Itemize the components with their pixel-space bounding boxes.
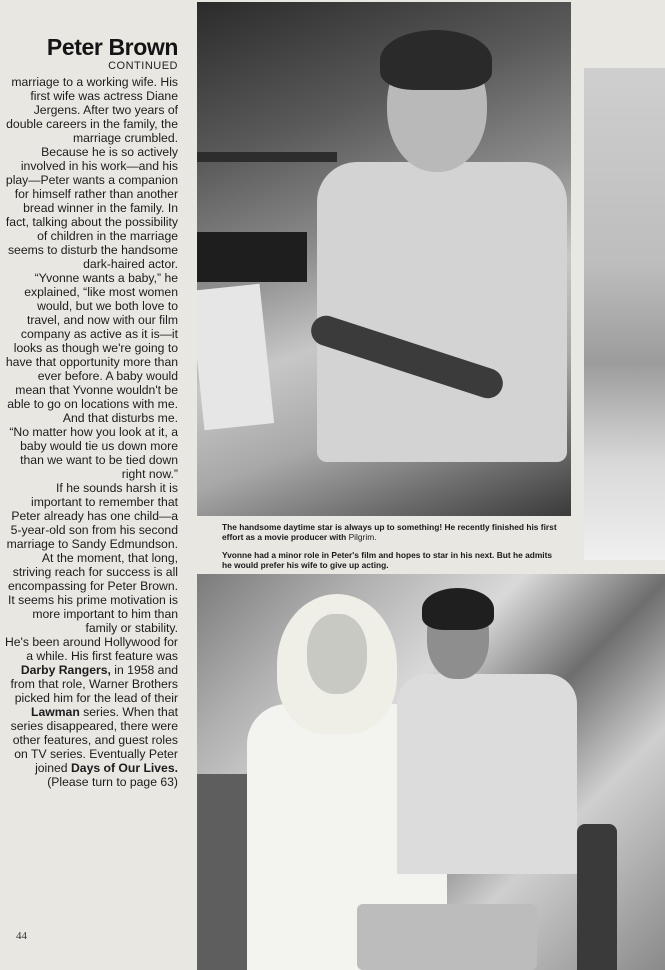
paragraph-2: Because he is so actively involved in his work—and his play—Peter wants a companion for himself rather than another bread winner in the family. In fact, talking about the possibility of children in the marriage seems to disturb the handsome dark-haired actor. bbox=[5, 145, 178, 271]
photo-partial-woman bbox=[584, 68, 665, 560]
paragraph-7-part-3: series. When that series disappeared, there were other features, and guest roles on TV series. Eventually Peter joined bbox=[10, 705, 178, 775]
page-number: 44 bbox=[16, 930, 27, 942]
paragraph-7-part-4: (Please turn to page 63) bbox=[47, 775, 178, 789]
photo-man-hair bbox=[380, 30, 492, 90]
continued-label: CONTINUED bbox=[108, 60, 178, 72]
photo-man-hair-2 bbox=[422, 588, 494, 630]
paragraph-3: “Yvonne wants a baby,” he explained, “like most women would, but we both love to travel, and now with our film company as active as it is—it looks as though we're going to have that opportunity more than ever before. A baby would mean that Yvonne wouldn't be able to go on locations with me. And that disturbs me. bbox=[5, 271, 178, 425]
film-title-darby-rangers: Darby Rangers, bbox=[20, 663, 111, 677]
article-body bbox=[4, 75, 178, 789]
article-column bbox=[4, 34, 178, 962]
photo-shelf bbox=[197, 152, 337, 162]
paragraph-7 bbox=[4, 635, 178, 789]
caption-1-bold: The handsome daytime star is always up to something! He recently finished his first effort as a movie producer with bbox=[222, 522, 557, 542]
photo-captions bbox=[222, 522, 562, 578]
photo-bottle bbox=[577, 824, 617, 970]
photo-woman-face bbox=[307, 614, 367, 694]
paragraph-4: “No matter how you look at it, a baby would tie us down more than we want to be tied down right now.” bbox=[9, 425, 178, 481]
paragraph-7-part-1: He's been around Hollywood for a while. His first feature was bbox=[4, 635, 178, 663]
paragraph-5: If he sounds harsh it is important to remember that Peter already has one child—a 5-year-old son from his second marriage to Sandy Edmundson. bbox=[6, 481, 178, 551]
photo-man-torso bbox=[317, 162, 567, 462]
photo-man-shirt bbox=[397, 674, 577, 874]
caption-1 bbox=[222, 522, 562, 542]
photo-script-pages bbox=[197, 284, 274, 431]
series-title-days-of-our-lives: Days of Our Lives. bbox=[70, 761, 178, 775]
series-title-lawman: Lawman bbox=[31, 705, 80, 719]
paragraph-1: marriage to a working wife. His first wife was actress Diane Jergens. After two years of double careers in the family, the marriage crumbled. bbox=[6, 75, 178, 145]
photo-roasting-tray bbox=[357, 904, 537, 970]
photo-peter-in-chair bbox=[197, 2, 571, 516]
photo-stereo bbox=[197, 232, 307, 282]
caption-1-film-title: Pilgrim. bbox=[348, 532, 377, 542]
caption-2: Yvonne had a minor role in Peter's film and hopes to star in his next. But he admits he would prefer his wife to give up acting. bbox=[222, 550, 553, 570]
photo-couple-kitchen bbox=[197, 574, 665, 970]
article-title: Peter Brown bbox=[46, 34, 178, 60]
paragraph-6: At the moment, that long, striving reach for success is all encompassing for Peter Brown. It seems his prime motivation is more important to him than family or stability. bbox=[7, 551, 178, 635]
paragraph-7-part-2: in 1958 and from that role, Warner Brothers picked him for the lead of their bbox=[10, 663, 178, 705]
